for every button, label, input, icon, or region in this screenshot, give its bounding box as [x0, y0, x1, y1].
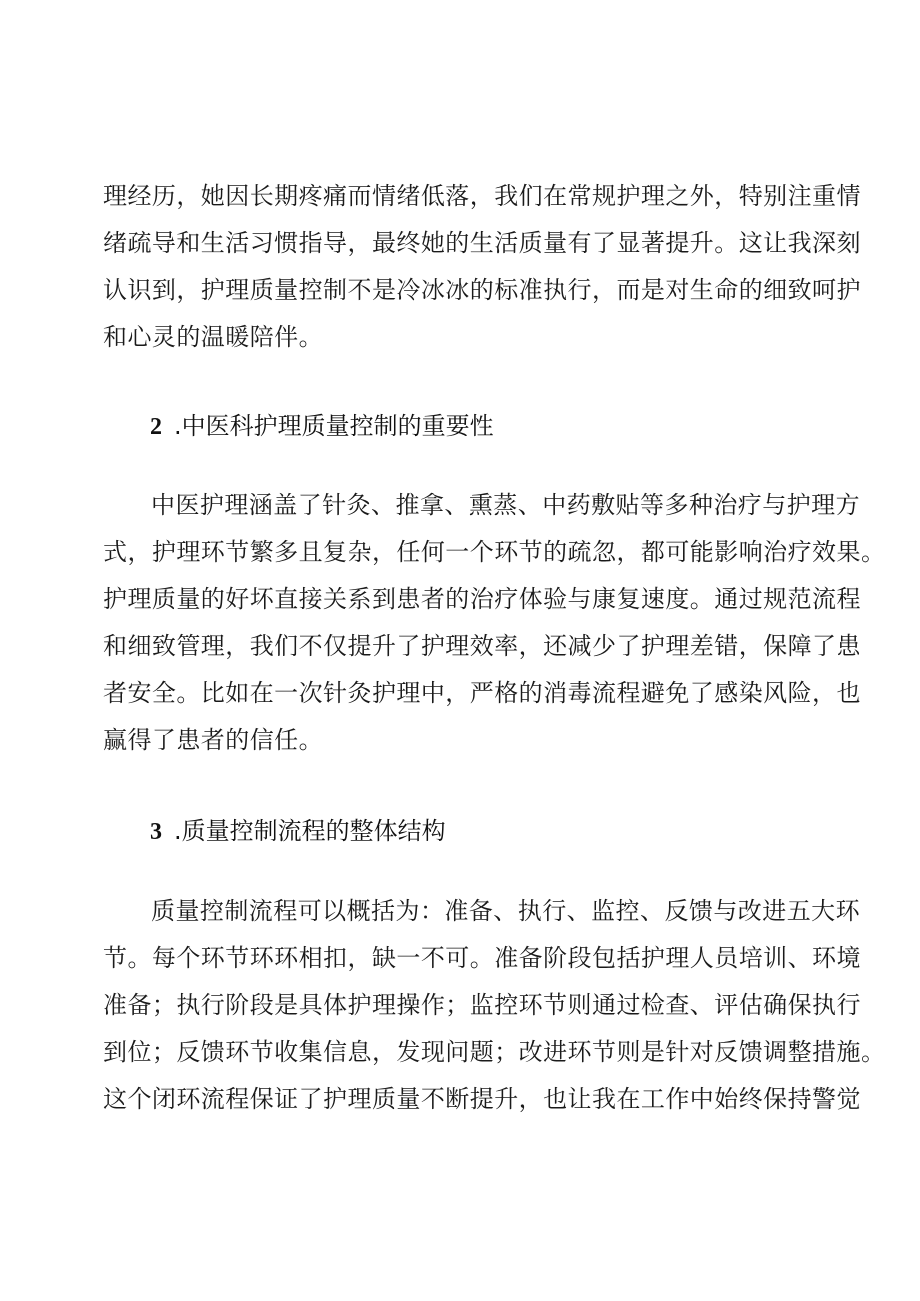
section-3-number: 3 [150, 819, 162, 845]
paragraph-3-line-2: 节。每个环节环环相扣，缺一不可。准备阶段包括护理人员培训、环境 [103, 944, 861, 972]
paragraph-3-line-3: 准备；执行阶段是具体护理操作；监控环节则通过检查、评估确保执行 [103, 991, 861, 1019]
paragraph-2-line-1: 中医护理涵盖了针灸、推拿、熏蒸、中药敷贴等多种治疗与护理方 [151, 491, 861, 519]
paragraph-3-line-5: 这个闭环流程保证了护理质量不断提升，也让我在工作中始终保持警觉 [103, 1085, 861, 1113]
section-3-title: .质量控制流程的整体结构 [174, 817, 446, 845]
paragraph-3-line-4: 到位；反馈环节收集信息，发现问题；改进环节则是针对反馈调整措施。 [103, 1038, 886, 1066]
paragraph-2-line-6: 赢得了患者的信任。 [103, 726, 324, 754]
section-2-heading [150, 411, 494, 441]
section-3-heading [150, 816, 446, 846]
paragraph-2-line-2: 式，护理环节繁多且复杂，任何一个环节的疏忽，都可能影响治疗效果。 [103, 538, 886, 566]
paragraph-1-line-3: 认识到，护理质量控制不是冷冰冰的标准执行，而是对生命的细致呵护 [103, 276, 861, 304]
paragraph-3-line-1: 质量控制流程可以概括为：准备、执行、监控、反馈与改进五大环 [151, 897, 861, 925]
paragraph-1-line-1: 理经历，她因长期疼痛而情绪低落，我们在常规护理之外，特别注重情 [103, 182, 861, 210]
paragraph-2-line-4: 和细致管理，我们不仅提升了护理效率，还减少了护理差错，保障了患 [103, 632, 861, 660]
paragraph-2-line-3: 护理质量的好坏直接关系到患者的治疗体验与康复速度。通过规范流程 [103, 585, 861, 613]
paragraph-2-line-5: 者安全。比如在一次针灸护理中，严格的消毒流程避免了感染风险，也 [103, 679, 861, 707]
section-2-title: .中医科护理质量控制的重要性 [174, 412, 494, 440]
paragraph-1-line-4: 和心灵的温暖陪伴。 [103, 323, 324, 351]
paragraph-1-line-2: 绪疏导和生活习惯指导，最终她的生活质量有了显著提升。这让我深刻 [103, 229, 861, 257]
section-2-number: 2 [150, 414, 162, 440]
